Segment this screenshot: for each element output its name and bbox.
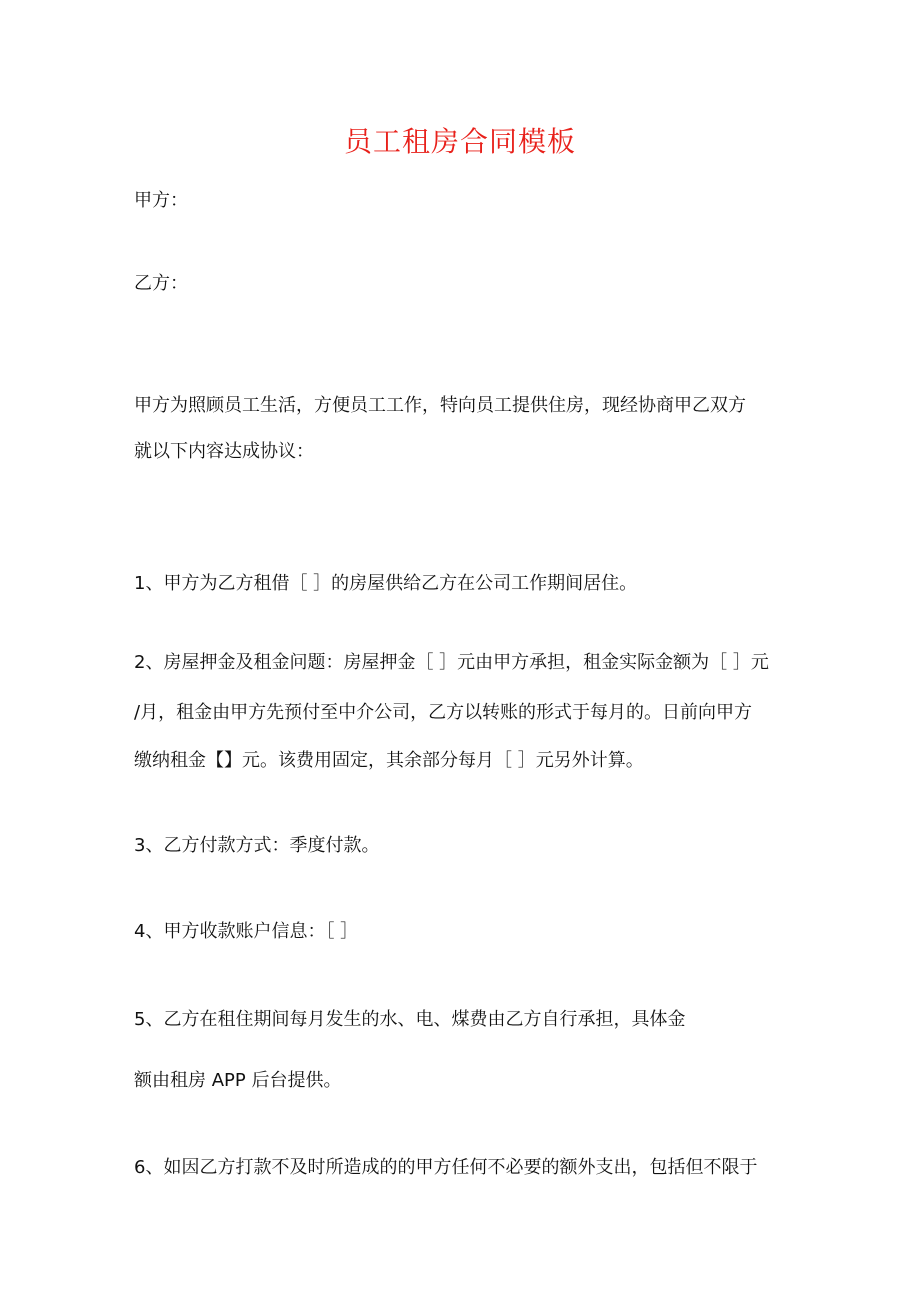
clause-1-line-1: 1、甲方为乙方租借［ ］的房屋供给乙方在公司工作期间居住。 bbox=[134, 573, 638, 594]
clause-5-line-1: 5、乙方在租住期间每月发生的水、电、煤费由乙方自行承担，具体金 bbox=[134, 1009, 686, 1030]
clause-4-line-1: 4、甲方收款账户信息：［ ］ bbox=[134, 921, 359, 942]
party-a-label: 甲方： bbox=[134, 190, 188, 211]
intro-line-1: 甲方为照顾员工生活，方便员工工作，特向员工提供住房，现经协商甲乙双方 bbox=[134, 395, 746, 416]
clause-6-line-1: 6、如因乙方打款不及时所造成的的甲方任何不必要的额外支出，包括但不限于 bbox=[134, 1157, 758, 1178]
clause-2-line-2: /月，租金由甲方先预付至中介公司，乙方以转账的形式于每月的。日前向甲方 bbox=[134, 702, 753, 723]
clause-2-line-1: 2、房屋押金及租金问题：房屋押金［ ］元由甲方承担，租金实际金额为［ ］元 bbox=[134, 652, 769, 673]
party-b-label: 乙方： bbox=[134, 273, 188, 294]
clause-3-line-1: 3、乙方付款方式：季度付款。 bbox=[134, 835, 380, 856]
clause-2-line-3: 缴纳租金【】元。该费用固定，其余部分每月［ ］元另外计算。 bbox=[134, 750, 644, 771]
intro-line-2: 就以下内容达成协议： bbox=[134, 441, 314, 462]
document-title: 员工租房合同模板 bbox=[343, 125, 576, 158]
clause-5-line-2: 额由租房 APP 后台提供。 bbox=[134, 1070, 342, 1091]
